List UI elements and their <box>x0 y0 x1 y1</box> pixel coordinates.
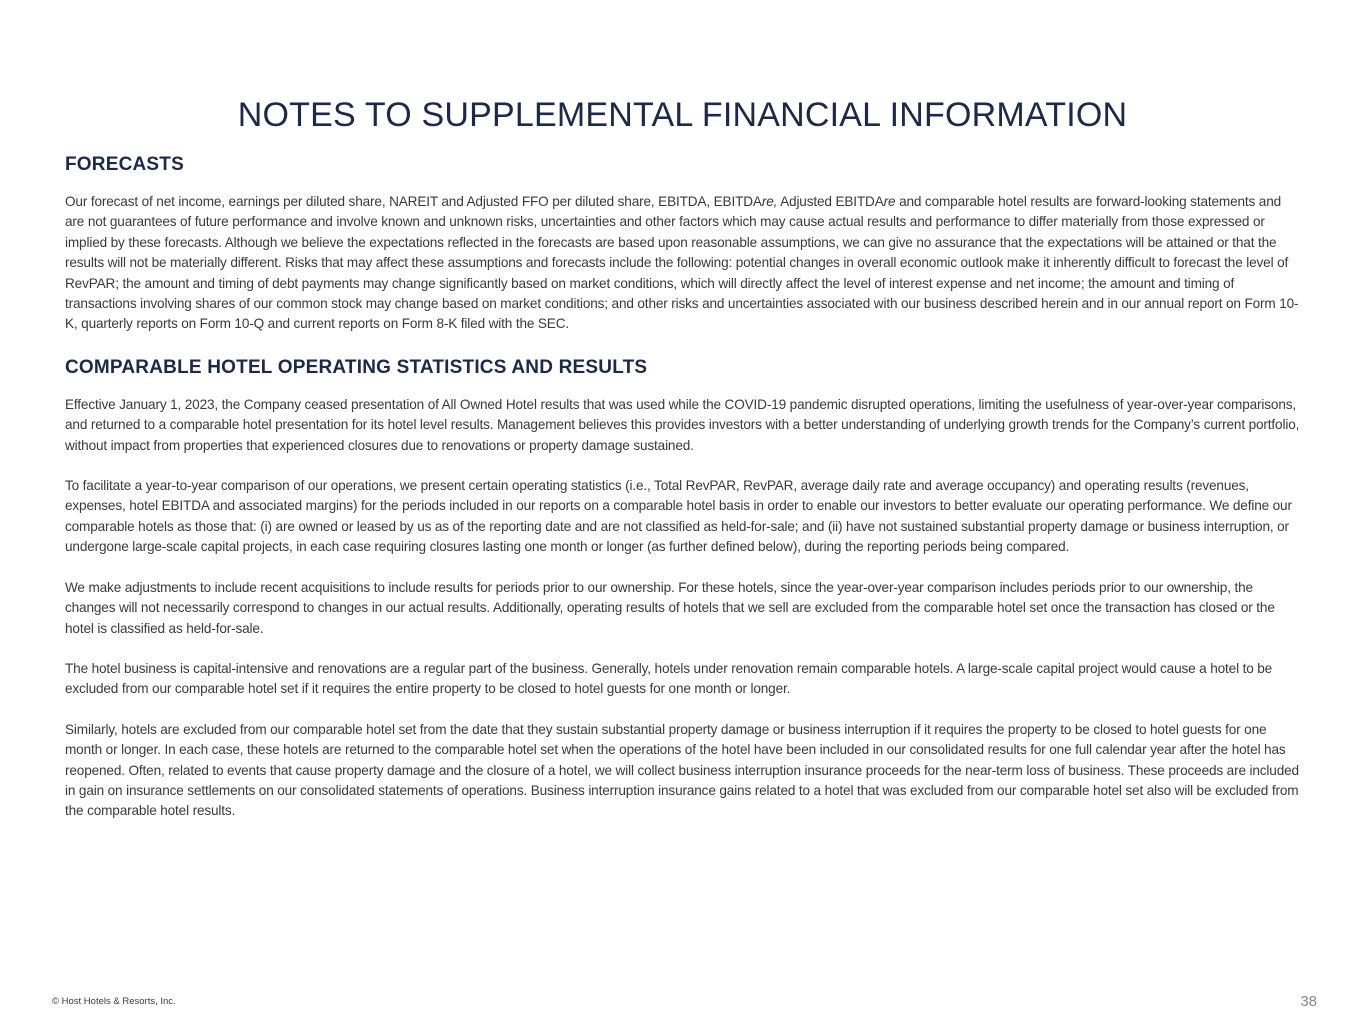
comparable-paragraph-5: Similarly, hotels are excluded from our comparable hotel set from the date that they sustain substantial property damage or business interruption if it requires the property to be closed to hotel guests for one month or longer. In each case, these hotels are returned to the comparable hotel set when the operations of the hotel have been included in our consolidated results for one full calendar year after the hotel has reopened. Often, related to events that cause property damage and the closure of a hotel, we will collect business interruption insurance proceeds for the near-term loss of business. These proceeds are included in gain on insurance settlements on our consolidated statements of operations. Business interruption insurance gains related to a hotel that was excluded from our comparable hotel set also will be excluded from the comparable hotel results. <box>65 721 1299 819</box>
page-title: NOTES TO SUPPLEMENTAL FINANCIAL INFORMATION <box>237 96 1128 134</box>
footer-copyright: © Host Hotels & Resorts, Inc. <box>52 996 176 1007</box>
forecasts-text-part-1: Our forecast of net income, earnings per diluted share, NAREIT and Adjusted FFO per diluted share, EBITDA, EBITDA <box>65 194 762 209</box>
forecasts-text-part-3: and comparable hotel results are forward-looking statements and are not guarantees of future performance and involve known and unknown risks, uncertainties and other factors which may cause actual results and performance to differ materially from those expressed or implied by these forecasts. Although we believe the expectations reflected in the forecasts are based upon reasonable assumptions, we can give no assurance that the expectations will be attained or that the results will not be materially different. Risks that may affect these assumptions and forecasts include the following: potential changes in overall economic outlook make it inherently difficult to forecast the level of RevPAR; the amount and timing of debt payments may change significantly based on market conditions, which will directly affect the level of interest expense and net income; the amount and timing of transactions involving shares of our common stock may change based on market conditions; and other risks and uncertainties associated with our business described herein and in our annual report on Form 10-K, quarterly reports on Form 10-Q and current reports on Form 8-K filed with the SEC. <box>65 194 1299 332</box>
forecasts-italic-re-1: re, <box>761 194 778 209</box>
forecasts-text-part-2: Adjusted EBITDA <box>777 194 884 209</box>
page-number: 38 <box>1300 993 1317 1010</box>
comparable-paragraph-3: We make adjustments to include recent acquisitions to include results for periods prior to our ownership. For these hotels, since the year-over-year comparison includes periods prior to our ownership, the changes will not necessarily correspond to changes in our actual results. Additionally, operating results of hotels that we sell are excluded from the comparable hotel set once the transaction has closed or the hotel is classified as held-for-sale. <box>65 579 1275 636</box>
comparable-paragraph-2: To facilitate a year-to-year comparison of our operations, we present certain operating statistics (i.e., Total RevPAR, RevPAR, average daily rate and average occupancy) and operating results (revenues, expenses, hotel EBITDA and associated margins) for the periods included in our reports on a comparable hotel basis in order to enable our investors to better evaluate our operating performance. We define our comparable hotels as those that: (i) are owned or leased by us as of the reporting date and are not classified as held-for-sale; and (ii) have not sustained substantial property damage or business interruption, or undergone large-scale capital projects, in each case requiring closures lasting one month or longer (as further defined below), during the reporting periods being compared. <box>65 478 1292 555</box>
forecasts-paragraph <box>65 192 1301 335</box>
section-forecasts <box>65 154 1301 335</box>
comparable-paragraph-1: Effective January 1, 2023, the Company ceased presentation of All Owned Hotel results that was used while the COVID-19 pandemic disrupted operations, limiting the usefulness of year-over-year comparisons, and returned to a comparable hotel presentation for its hotel level results. Management believes this provides investors with a better understanding of underlying growth trends for the Company’s current portfolio, without impact from properties that experienced closures due to renovations or property damage sustained. <box>65 396 1300 453</box>
section-comparable-hotel <box>65 357 1301 822</box>
forecasts-italic-re-2: re <box>883 194 896 209</box>
page-content <box>65 154 1301 842</box>
comparable-paragraph-4: The hotel business is capital-intensive and renovations are a regular part of the business. Generally, hotels under renovation remain comparable hotels. A large-scale capital project would cause a hotel to be excluded from our comparable hotel set if it requires the entire property to be closed to hotel guests for one month or longer. <box>65 660 1273 697</box>
section-heading-comparable-hotel: COMPARABLE HOTEL OPERATING STATISTICS AND RESULTS <box>65 356 648 378</box>
section-heading-forecasts: FORECASTS <box>65 154 184 175</box>
